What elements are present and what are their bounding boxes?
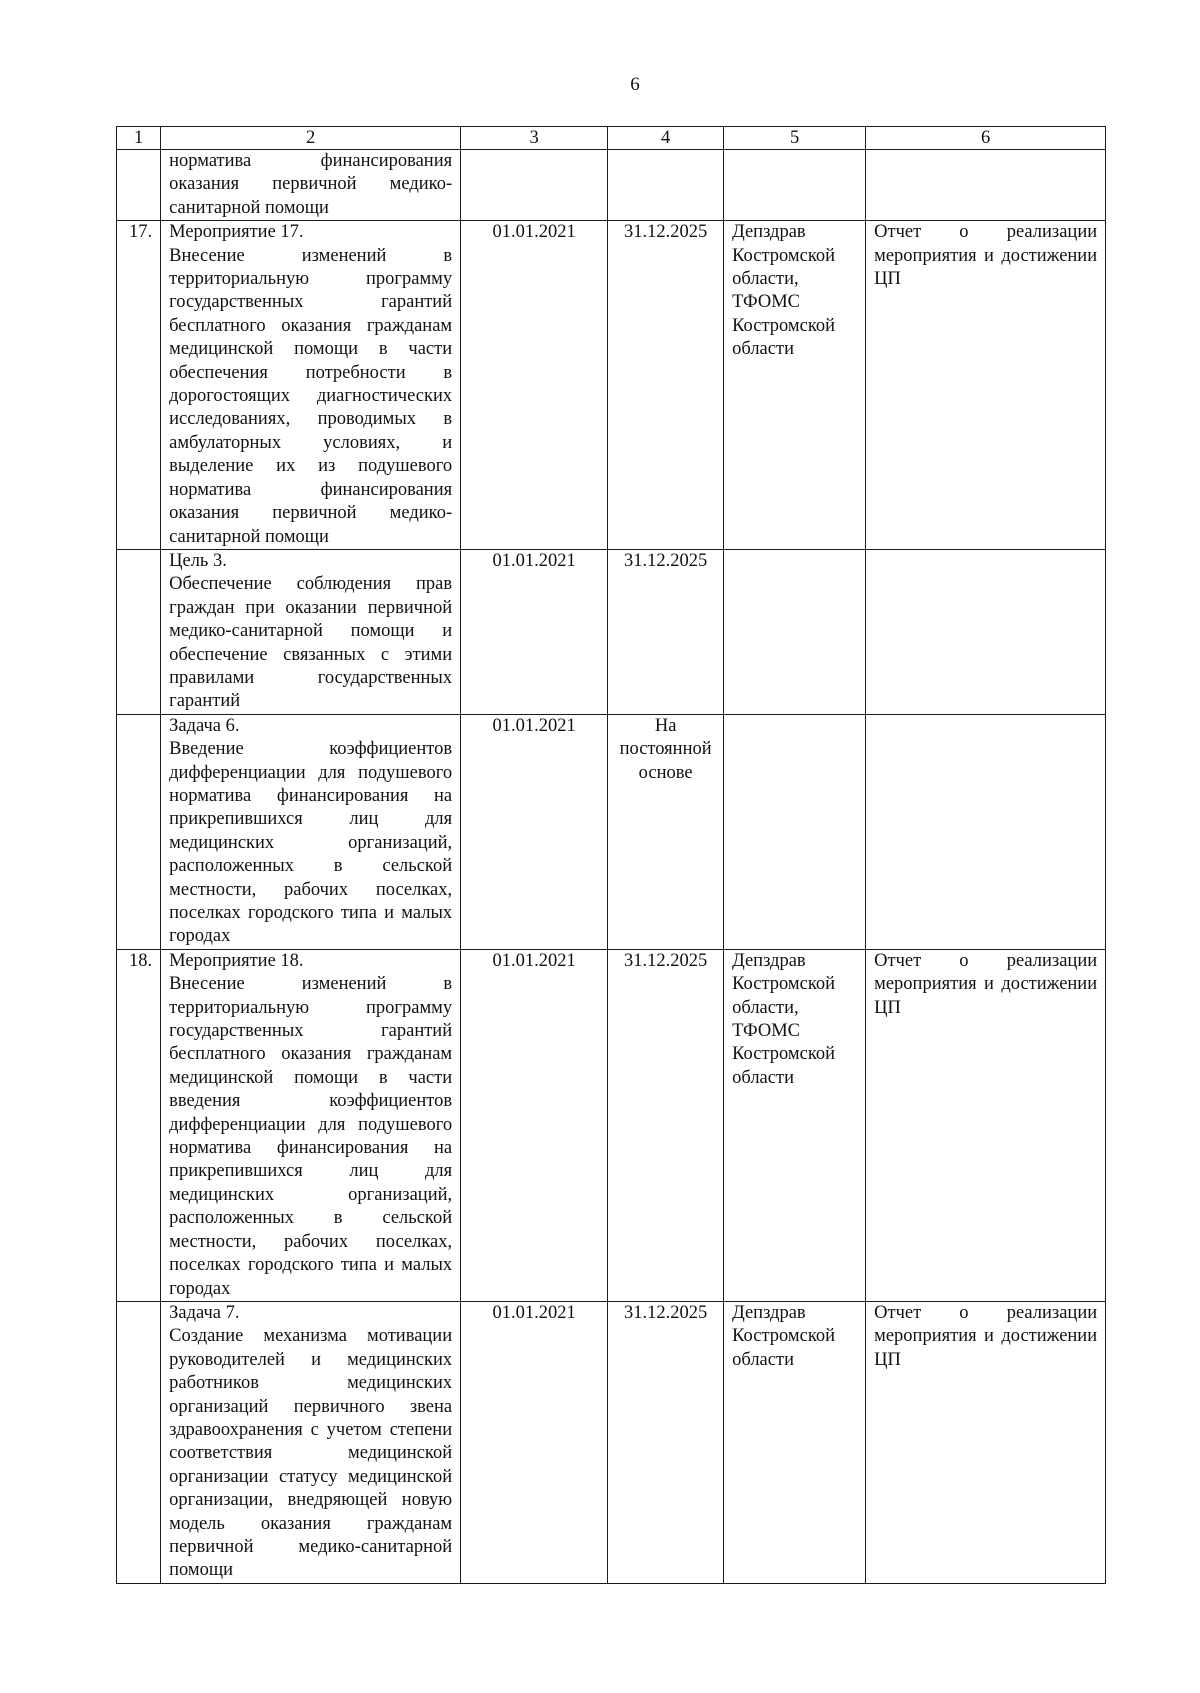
- row-description: [161, 221, 461, 550]
- table-row: [117, 1301, 1106, 1583]
- row-title: Задача 7.: [169, 1302, 240, 1323]
- column-header: 5: [724, 127, 866, 150]
- page-number: 6: [630, 74, 640, 95]
- row-description: [161, 150, 461, 221]
- end-date: На постоянной основе: [608, 714, 724, 949]
- executor: Депздрав Костромской области, ТФОМС Костромской области: [724, 949, 866, 1301]
- result: Отчет о реализации мероприятия и достижении ЦП: [866, 221, 1106, 550]
- column-header: 6: [866, 127, 1106, 150]
- table-row: [117, 221, 1106, 550]
- result: Отчет о реализации мероприятия и достижении ЦП: [866, 949, 1106, 1301]
- table-header-row: [117, 127, 1106, 150]
- table-row: [117, 949, 1106, 1301]
- row-description: [161, 949, 461, 1301]
- column-header: 3: [461, 127, 608, 150]
- column-header: 2: [161, 127, 461, 150]
- row-number: [117, 549, 161, 714]
- row-text: Внесение изменений в территориальную программу государственных гарантий бесплатного оказания гражданам медицинской помощи в части введения коэффициентов дифференциации для подушевого норматива финансирования на прикрепившихся лиц для медицинских организаций, расположенных в сельской местности, рабочих поселках, поселках городского типа и малых городах: [169, 974, 453, 1299]
- table-row: [117, 549, 1106, 714]
- row-description: [161, 714, 461, 949]
- result: [866, 549, 1106, 714]
- row-text: Создание механизма мотивации руководителей и медицинских работников медицинских организаций первичного звена здравоохранения с учетом степени соответствия медицинской организации статусу медицинской организации, внедряющей новую модель оказания гражданам первичной медико-санитарной помощи: [169, 1326, 453, 1581]
- end-date: 31.12.2025: [608, 549, 724, 714]
- start-date: 01.01.2021: [461, 949, 608, 1301]
- start-date: 01.01.2021: [461, 1301, 608, 1583]
- row-text: норматива финансирования оказания первичной медико-санитарной помощи: [169, 151, 453, 218]
- row-title: Цель 3.: [169, 550, 227, 571]
- row-number: [117, 1301, 161, 1583]
- row-number: 18.: [117, 949, 161, 1301]
- row-number: 17.: [117, 221, 161, 550]
- row-text: Внесение изменений в территориальную программу государственных гарантий бесплатного оказания гражданам медицинской помощи в части обеспечения потребности в дорогостоящих диагностических исследованиях, проводимых в амбулаторных условиях, и выделение их из подушевого норматива финансирования оказания первичной медико-санитарной помощи: [169, 245, 453, 547]
- executor: Депздрав Костромской области: [724, 1301, 866, 1583]
- row-number: [117, 714, 161, 949]
- row-title: Мероприятие 18.: [169, 950, 304, 971]
- end-date: [608, 150, 724, 221]
- result: Отчет о реализации мероприятия и достижении ЦП: [866, 1301, 1106, 1583]
- executor: Депздрав Костромской области, ТФОМС Костромской области: [724, 221, 866, 550]
- start-date: [461, 150, 608, 221]
- end-date: 31.12.2025: [608, 949, 724, 1301]
- result: [866, 714, 1106, 949]
- column-header: 4: [608, 127, 724, 150]
- row-number: [117, 150, 161, 221]
- executor: [724, 150, 866, 221]
- executor: [724, 714, 866, 949]
- row-description: [161, 549, 461, 714]
- row-title: Задача 6.: [169, 715, 240, 736]
- start-date: 01.01.2021: [461, 714, 608, 949]
- result: [866, 150, 1106, 221]
- table-row: [117, 714, 1106, 949]
- row-description: [161, 1301, 461, 1583]
- column-header: 1: [117, 127, 161, 150]
- table-row: [117, 150, 1106, 221]
- row-title: Мероприятие 17.: [169, 222, 304, 243]
- activities-table: [116, 126, 1106, 1584]
- row-text: Введение коэффициентов дифференциации для подушевого норматива финансирования на прикрепившихся лиц для медицинских организаций, расположенных в сельской местности, рабочих поселках, поселках городского типа и малых городах: [169, 739, 453, 947]
- row-text: Обеспечение соблюдения прав граждан при оказании первичной медико-санитарной помощи и обеспечение связанных с этими правилами государственных гарантий: [169, 574, 453, 712]
- end-date: 31.12.2025: [608, 221, 724, 550]
- end-date: 31.12.2025: [608, 1301, 724, 1583]
- start-date: 01.01.2021: [461, 549, 608, 714]
- executor: [724, 549, 866, 714]
- start-date: 01.01.2021: [461, 221, 608, 550]
